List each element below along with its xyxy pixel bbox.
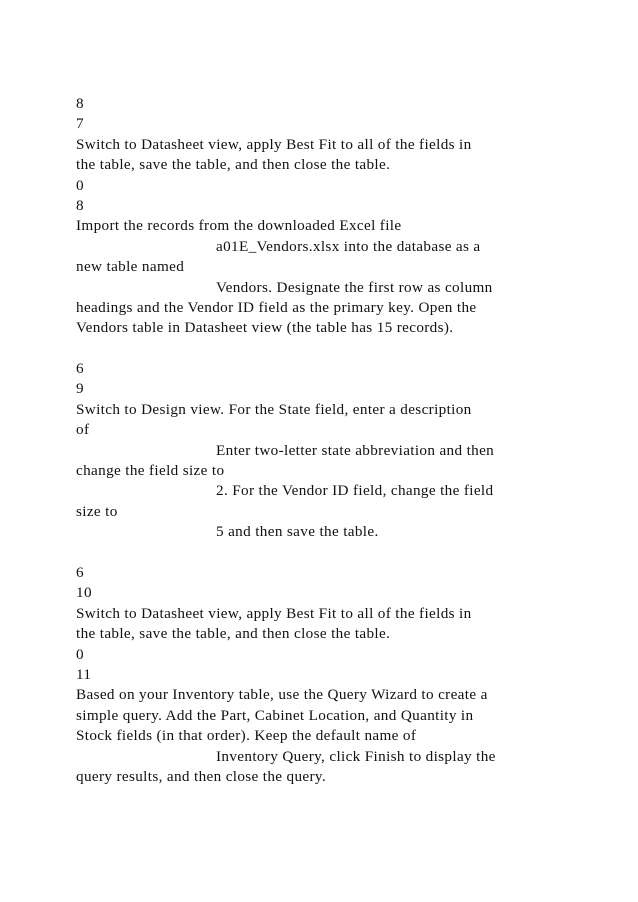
step-text-line: size to [76, 502, 118, 520]
step-text-line-indented: a01E_Vendors.xlsx into the database as a [216, 237, 481, 255]
step-text-line: query results, and then close the query. [76, 767, 327, 785]
step-text-line: Switch to Datasheet view, apply Best Fit to all of the fields in [76, 604, 472, 622]
step-points: 0 [76, 645, 84, 663]
step-points: 0 [76, 176, 84, 194]
paragraph-gap [76, 339, 566, 359]
step-text-line-indented: 2. For the Vendor ID field, change the field [216, 482, 494, 500]
step-number: 9 [76, 380, 84, 398]
step-text-line: Switch to Datasheet view, apply Best Fit to all of the fields in [76, 135, 472, 153]
step-block [76, 94, 566, 176]
paragraph-gap [76, 543, 566, 563]
step-block [76, 563, 566, 645]
step-text-line: Based on your Inventory table, use the Query Wizard to create a [76, 686, 488, 704]
step-text-line-indented: Vendors. Designate the first row as column [216, 278, 493, 296]
step-text-line: Switch to Design view. For the State field, enter a description [76, 400, 472, 418]
step-text-line: simple query. Add the Part, Cabinet Location, and Quantity in [76, 706, 474, 724]
step-text-line: the table, save the table, and then close the table. [76, 156, 391, 174]
step-points: 6 [76, 360, 84, 378]
step-block [76, 645, 566, 788]
step-text-line: Vendors table in Datasheet view (the table has 15 records). [76, 319, 454, 337]
step-text-line: of [76, 421, 90, 439]
step-block [76, 176, 566, 339]
step-number: 10 [76, 584, 92, 602]
step-points: 6 [76, 563, 84, 581]
step-text-line: new table named [76, 258, 185, 276]
step-number: 11 [76, 665, 92, 683]
step-text-line: change the field size to [76, 462, 225, 480]
document-content [76, 94, 566, 787]
step-text-line: headings and the Vendor ID field as the primary key. Open the [76, 298, 477, 316]
step-text-line-indented: Inventory Query, click Finish to display the [216, 747, 496, 765]
step-number: 7 [76, 115, 84, 133]
step-text-line: Import the records from the downloaded Excel file [76, 217, 402, 235]
step-text-line: the table, save the table, and then close the table. [76, 625, 391, 643]
step-text-line-indented: 5 and then save the table. [216, 523, 379, 541]
step-points: 8 [76, 95, 84, 112]
step-number: 8 [76, 196, 84, 214]
step-text-line: Stock fields (in that order). Keep the default name of [76, 727, 417, 745]
step-block [76, 359, 566, 543]
step-text-line-indented: Enter two-letter state abbreviation and then [216, 441, 495, 459]
